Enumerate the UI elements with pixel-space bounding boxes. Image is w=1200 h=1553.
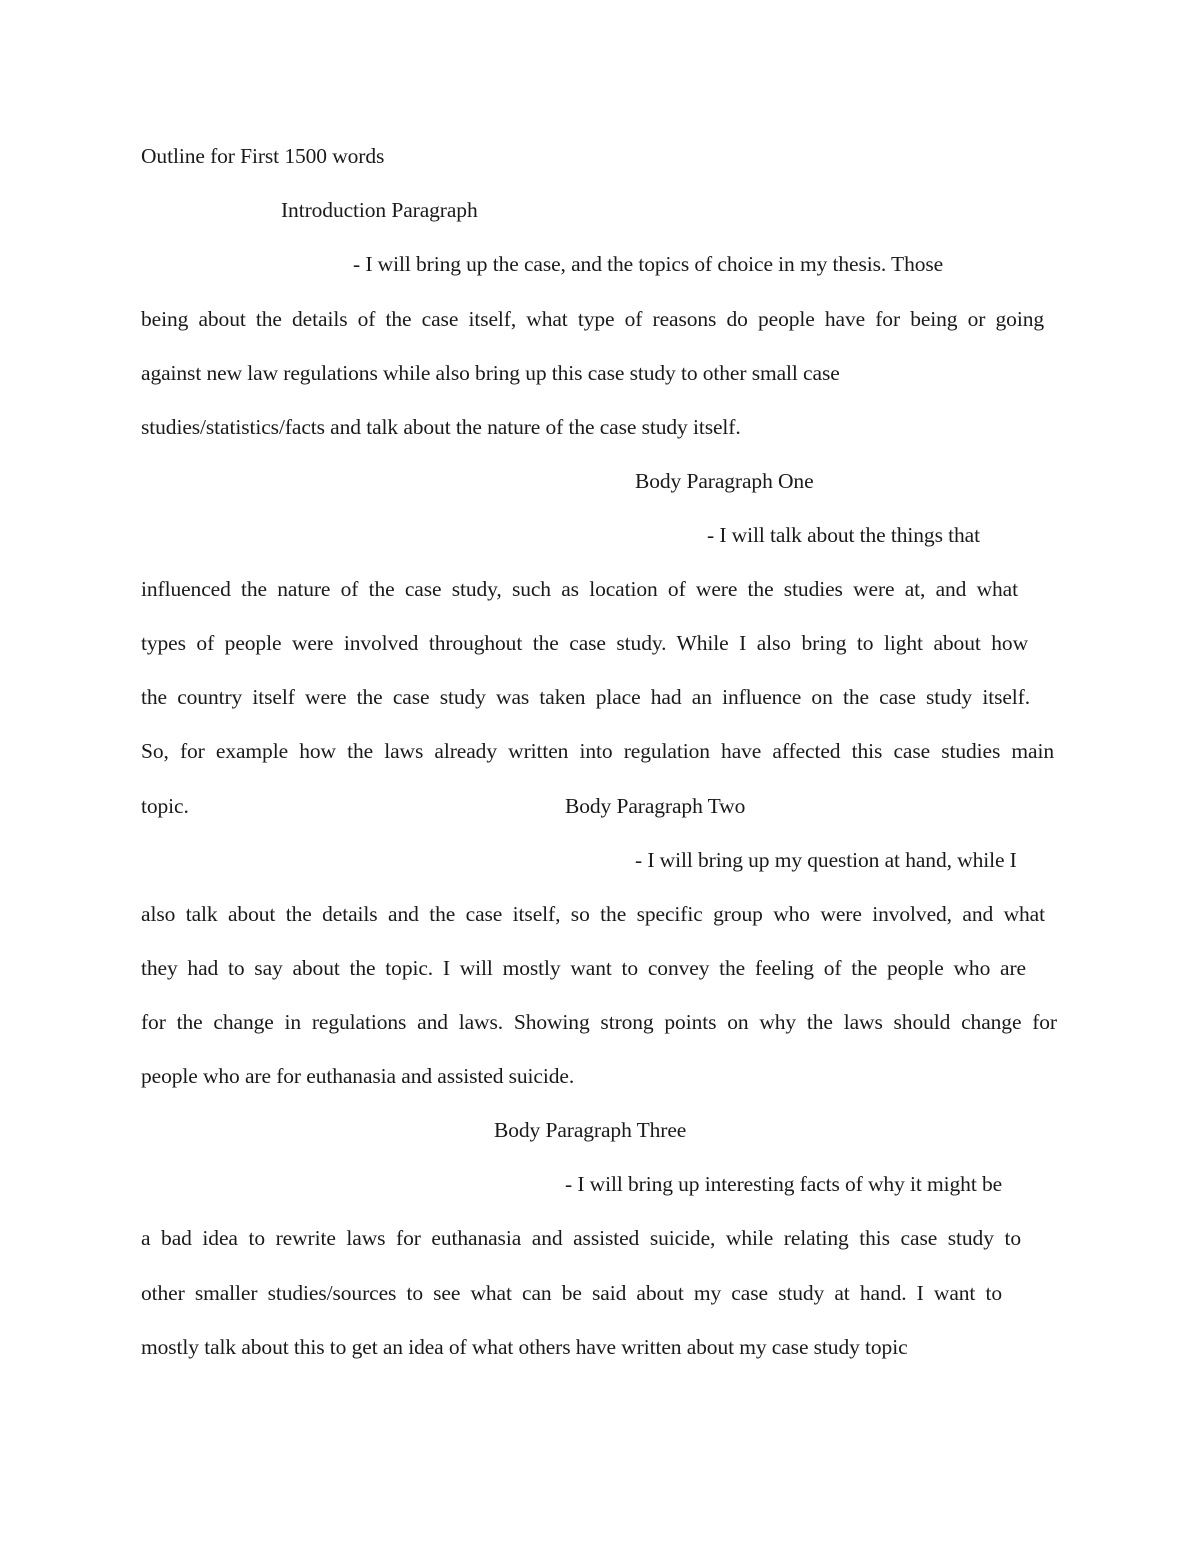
body-one-line-5: So, for example how the laws already written into regulation have affected this case studies main xyxy=(141,739,1054,763)
body-two-line-2: also talk about the details and the case itself, so the specific group who were involved, and what xyxy=(141,902,1045,926)
section-heading-body-one: Body Paragraph One xyxy=(635,469,814,493)
body-one-line-1: - I will talk about the things that xyxy=(707,523,980,547)
section-heading-body-three: Body Paragraph Three xyxy=(494,1118,687,1142)
body-one-line-6: topic. xyxy=(141,794,189,818)
intro-line-2: being about the details of the case itself, what type of reasons do people have for being or going xyxy=(141,307,1044,331)
body-one-line-4: the country itself were the case study was taken place had an influence on the case study itself. xyxy=(141,685,1030,709)
body-one-heading-row xyxy=(141,793,1061,819)
section-heading-body-two: Body Paragraph Two xyxy=(565,794,746,818)
body-one-line-2: influenced the nature of the case study, such as location of were the studies were at, and what xyxy=(141,577,1018,601)
intro-line-1: - I will bring up the case, and the topics of choice in my thesis. Those xyxy=(353,252,944,276)
body-two-line-5: people who are for euthanasia and assisted suicide. xyxy=(141,1064,575,1088)
document-title: Outline for First 1500 words xyxy=(141,144,385,168)
body-two-line-4: for the change in regulations and laws. Showing strong points on why the laws should change for xyxy=(141,1010,1057,1034)
section-heading-introduction: Introduction Paragraph xyxy=(281,198,478,222)
intro-line-3: against new law regulations while also bring up this case study to other small case xyxy=(141,361,840,385)
body-three-line-4: mostly talk about this to get an idea of what others have written about my case study topic xyxy=(141,1335,908,1359)
body-three-line-2: a bad idea to rewrite laws for euthanasia and assisted suicide, while relating this case study to xyxy=(141,1226,1021,1250)
intro-line-4: studies/statistics/facts and talk about the nature of the case study itself. xyxy=(141,415,741,439)
body-three-line-3: other smaller studies/sources to see what can be said about my case study at hand. I want to xyxy=(141,1281,1002,1305)
body-two-line-3: they had to say about the topic. I will mostly want to convey the feeling of the people who are xyxy=(141,956,1026,980)
body-three-line-1: - I will bring up interesting facts of why it might be xyxy=(565,1172,1003,1196)
body-two-line-1: - I will bring up my question at hand, while I xyxy=(635,848,1017,872)
body-one-line-3: types of people were involved throughout the case study. While I also bring to light about how xyxy=(141,631,1028,655)
